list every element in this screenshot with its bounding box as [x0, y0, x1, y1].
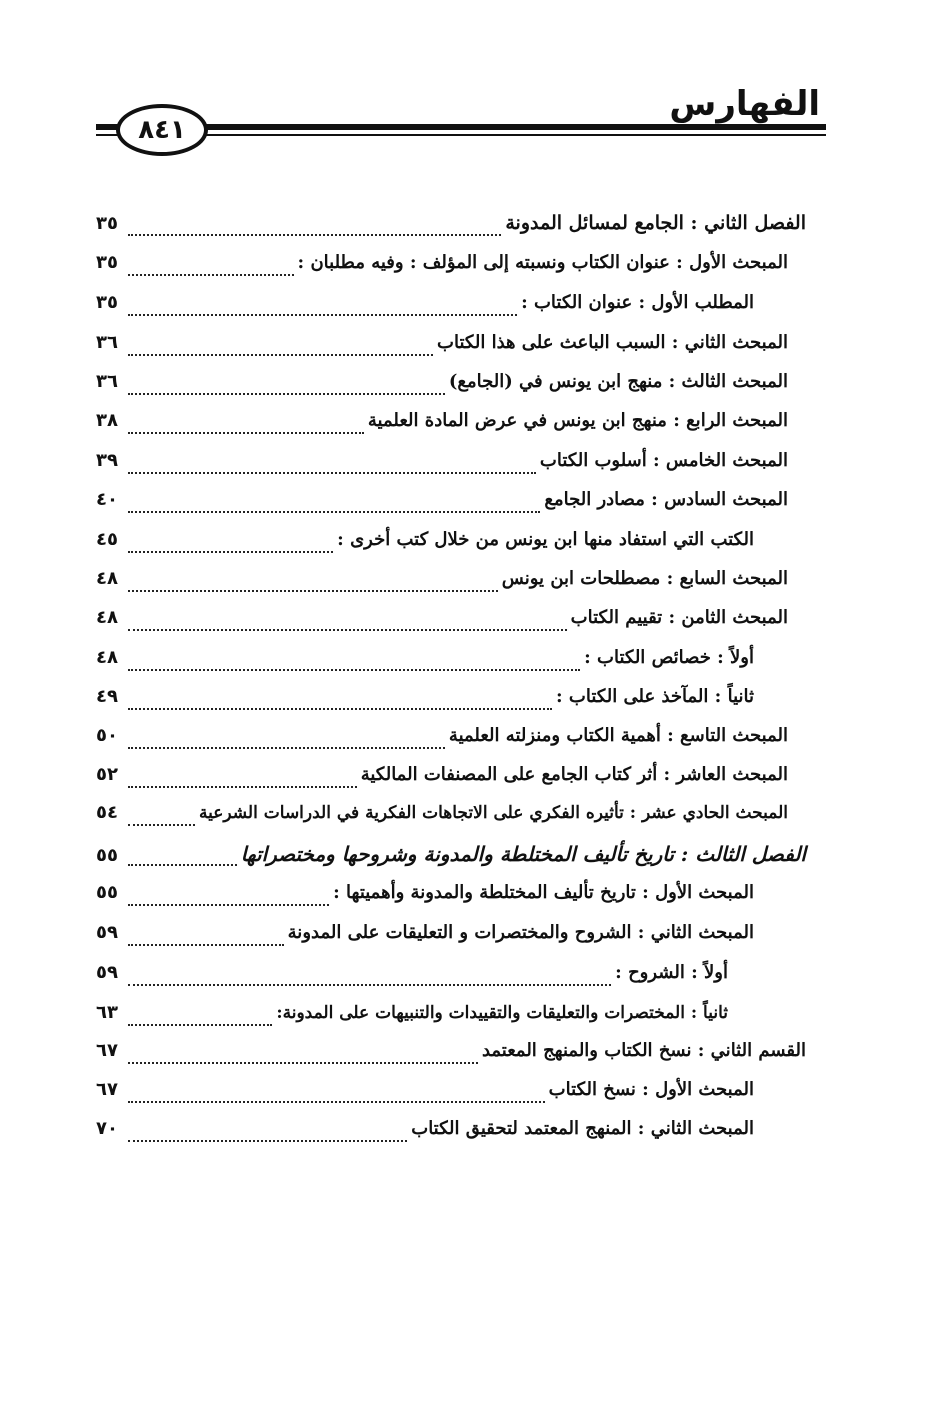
toc-row	[96, 410, 788, 446]
toc-page-number: ٦٧	[96, 1040, 118, 1061]
toc-entry-title: أولاً : الشروح :	[615, 962, 728, 983]
toc-row	[96, 292, 754, 328]
toc-dot-leader	[128, 431, 364, 434]
toc-entry-title: القسم الثاني : نسخ الكتاب والمنهج المعتمد	[481, 1040, 806, 1061]
toc-entry-title: المبحث التاسع : أهمية الكتاب ومنزلته العلمية	[448, 725, 788, 746]
toc-entry-title: المبحث الحادي عشر : تأثيره الفكري على الاتجاهات الفكرية في الدراسات الشرعية	[199, 803, 788, 823]
toc-page-number: ٣٥	[96, 252, 118, 273]
toc-row	[96, 882, 754, 918]
toc-row	[96, 1002, 728, 1038]
toc-entry-title: ثانياً : المختصرات والتعليقات والتقييدات والتنبيهات على المدونة:	[276, 1003, 728, 1023]
toc-page-number: ٥٥	[96, 845, 118, 866]
toc-page-number: ٥٤	[96, 802, 118, 823]
toc-dot-leader	[128, 550, 333, 553]
toc-dot-leader	[128, 313, 517, 316]
toc-dot-leader	[128, 983, 611, 986]
toc-dot-leader	[128, 353, 433, 356]
toc-row	[96, 922, 754, 958]
toc-dot-leader	[128, 863, 237, 866]
toc-dot-leader	[128, 668, 580, 671]
toc-page-number: ٣٨	[96, 410, 118, 431]
toc-dot-leader	[128, 903, 329, 906]
header-title: الفهارس	[669, 84, 820, 124]
toc-row	[96, 764, 788, 800]
toc-page-number: ٤٨	[96, 647, 118, 668]
toc-row	[96, 647, 754, 683]
toc-entry-title: المبحث الثاني : الشروح والمختصرات و التعليقات على المدونة	[287, 922, 754, 943]
toc-dot-leader	[128, 1061, 478, 1064]
page-number-oval	[116, 104, 208, 156]
toc-entry-title: المبحث الأول : نسخ الكتاب	[548, 1079, 754, 1100]
toc-dot-leader	[128, 943, 284, 946]
toc-row	[96, 842, 806, 878]
toc-dot-leader	[128, 233, 501, 236]
toc-page-number: ٣٦	[96, 371, 118, 392]
toc-row	[96, 568, 788, 604]
toc-page-number: ٤٨	[96, 607, 118, 628]
toc-row	[96, 489, 788, 525]
toc-entry-title: الكتب التي استفاد منها ابن يونس من خلال كتب أخرى :	[337, 529, 754, 550]
toc-row	[96, 332, 788, 368]
toc-entry-title: ثانياً : المآخذ على الكتاب :	[556, 686, 754, 707]
toc-page-number: ٤٠	[96, 489, 118, 510]
toc-page-number: ٣٦	[96, 332, 118, 353]
toc-row	[96, 252, 788, 288]
toc-entry-title: المبحث الثالث : منهج ابن يونس في (الجامع)	[448, 371, 788, 392]
toc-entry-title: الفصل الثاني : الجامع لمسائل المدونة	[505, 212, 806, 234]
toc-entry-title: المبحث الرابع : منهج ابن يونس في عرض المادة العلمية	[367, 410, 788, 431]
toc-dot-leader	[128, 1100, 545, 1103]
toc-page-number: ٣٥	[96, 292, 118, 313]
toc-entry-title: المبحث الخامس : أسلوب الكتاب	[539, 450, 788, 471]
toc-row	[96, 529, 754, 565]
toc-dot-leader	[128, 707, 552, 710]
toc-dot-leader	[128, 628, 567, 631]
toc-row	[96, 725, 788, 761]
page-number: ٨٤١	[138, 115, 186, 145]
toc-entry-title: المبحث السابع : مصطلحات ابن يونس	[501, 568, 788, 589]
toc-row	[96, 1040, 806, 1076]
toc-row	[96, 686, 754, 722]
toc-row	[96, 962, 728, 998]
toc-page-number: ٧٠	[96, 1118, 118, 1139]
toc-page-number: ٣٥	[96, 213, 118, 234]
toc-entry-title: المطلب الأول : عنوان الكتاب :	[521, 292, 754, 313]
toc-dot-leader	[128, 785, 357, 788]
toc-dot-leader	[128, 1023, 272, 1026]
toc-page-number: ٥٩	[96, 922, 118, 943]
toc-dot-leader	[128, 471, 536, 474]
toc-row	[96, 450, 788, 486]
toc-entry-title: المبحث الأول : عنوان الكتاب ونسبته إلى المؤلف : وفيه مطلبان :	[297, 252, 788, 273]
toc-page-number: ٥٥	[96, 882, 118, 903]
page-header	[0, 0, 948, 170]
toc-page-number: ٥٩	[96, 962, 118, 983]
toc-page-number: ٤٥	[96, 529, 118, 550]
toc-dot-leader	[128, 273, 294, 276]
toc-entry-title: أولاً : خصائص الكتاب :	[584, 647, 754, 668]
toc-dot-leader	[128, 1139, 407, 1142]
toc-row	[96, 802, 788, 838]
toc-entry-title: المبحث الثاني : السبب الباعث على هذا الكتاب	[437, 332, 788, 353]
toc-dot-leader	[128, 392, 445, 395]
toc-dot-leader	[128, 823, 195, 826]
toc-entry-title: المبحث الثاني : المنهج المعتمد لتحقيق الكتاب	[411, 1118, 754, 1139]
toc-entry-title: الفصل الثالث : تاريخ تأليف المختلطة والمدونة وشروحها ومختصراتها	[240, 842, 806, 866]
toc-page-number: ٣٩	[96, 450, 118, 471]
toc-page-number: ٦٧	[96, 1079, 118, 1100]
toc-row	[96, 212, 806, 248]
toc-page-number: ٥٢	[96, 764, 118, 785]
toc-page-number: ٤٩	[96, 686, 118, 707]
toc-dot-leader	[128, 510, 540, 513]
toc-entry-title: المبحث الثامن : تقييم الكتاب	[570, 607, 788, 628]
toc-page-number: ٦٣	[96, 1002, 118, 1023]
toc-dot-leader	[128, 746, 445, 749]
toc-dot-leader	[128, 589, 498, 592]
toc-entry-title: المبحث الأول : تاريخ تأليف المختلطة والمدونة وأهميتها :	[333, 882, 754, 903]
toc-page-number: ٥٠	[96, 725, 118, 746]
toc-row	[96, 607, 788, 643]
toc-page-number: ٤٨	[96, 568, 118, 589]
toc-entry-title: المبحث السادس : مصادر الجامع	[544, 489, 788, 510]
toc-row	[96, 371, 788, 407]
toc-entry-title: المبحث العاشر : أثر كتاب الجامع على المصنفات المالكية	[360, 764, 788, 785]
toc-row	[96, 1118, 754, 1154]
toc-row	[96, 1079, 754, 1115]
